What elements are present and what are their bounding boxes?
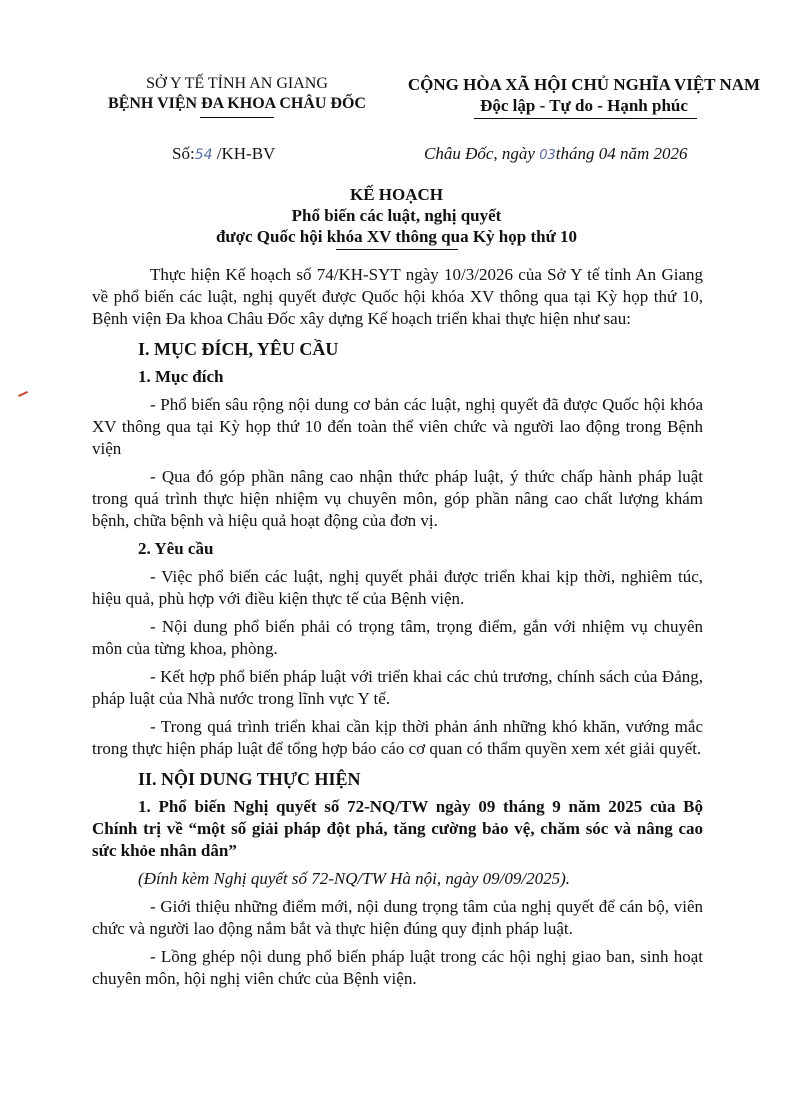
- date-day-handwritten: 03: [539, 148, 556, 163]
- requirement-item: - Việc phổ biến các luật, nghị quyết phải được triển khai kịp thời, nghiêm túc, hiệu quả, phù hợp với điều kiện thực tế của Bệnh viện.: [92, 567, 703, 608]
- requirement-item: - Nội dung phổ biến phải có trọng tâm, trọng điểm, gắn với nhiệm vụ chuyên môn của từng khoa, phòng.: [92, 617, 703, 658]
- section-2-heading: II. NỘI DUNG THỰC HIỆN: [138, 769, 361, 789]
- intro-paragraph: Thực hiện Kế hoạch số 74/KH-SYT ngày 10/3/2026 của Sở Y tế tỉnh An Giang về phổ biến các luật, nghị quyết được Quốc hội khóa XV thông qua tại Kỳ họp thứ 10, Bệnh viện Đa khoa Châu Đốc xây dựng Kế hoạch triển khai thực hiện như sau:: [92, 265, 703, 328]
- purpose-heading: 1. Mục đích: [138, 367, 224, 386]
- agency-name: SỞ Y TẾ TỈNH AN GIANG: [146, 75, 328, 92]
- requirements-heading: 2. Yêu cầu: [138, 539, 214, 558]
- title-underline: [336, 249, 458, 250]
- requirement-item: - Trong quá trình triển khai cần kịp thời phản ánh những khó khăn, vướng mắc trong thực hiện pháp luật để tổng hợp báo cáo cơ quan có thẩm quyền xem xét giải quyết.: [92, 717, 703, 758]
- national-motto: Độc lập - Tự do - Hạnh phúc: [480, 96, 688, 115]
- issuer-underline: [200, 117, 274, 118]
- item-1-point: - Giới thiệu những điểm mới, nội dung trọng tâm của nghị quyết để cán bộ, viên chức và người lao động nắm bắt và thực hiện đúng quy định pháp luật.: [92, 897, 703, 938]
- title-line-2: Phổ biến các luật, nghị quyết: [291, 206, 502, 225]
- date-line: [424, 144, 688, 164]
- doc-number-suffix: /KH-BV: [216, 144, 276, 163]
- purpose-item: - Phổ biến sâu rộng nội dung cơ bản các luật, nghị quyết đã được Quốc hội khóa XV thông qua tại Kỳ họp thứ 10 đến toàn thể viên chức và người lao động trong Bệnh viện: [92, 395, 703, 458]
- item-1-point: - Lồng ghép nội dung phổ biến pháp luật trong các hội nghị giao ban, sinh hoạt chuyên môn, hội nghị viên chức của Bệnh viện.: [92, 947, 703, 988]
- document-number: [172, 144, 275, 164]
- purpose-item: - Qua đó góp phần nâng cao nhận thức pháp luật, ý thức chấp hành pháp luật trong quá trình thực hiện nhiệm vụ chuyên môn, góp phần nâng cao chất lượng khám bệnh, chữa bệnh và hiệu quả hoạt động của đơn vị.: [92, 467, 703, 530]
- title-line-3: được Quốc hội khóa XV thông qua Kỳ họp thứ 10: [215, 227, 578, 246]
- date-part1: Châu Đốc, ngày: [424, 144, 535, 163]
- margin-pen-mark: [18, 391, 28, 397]
- item-1-heading: 1. Phổ biến Nghị quyết số 72-NQ/TW ngày 09 tháng 9 năm 2025 của Bộ Chính trị về “một số giải pháp đột phá, tăng cường bảo vệ, chăm sóc và nâng cao sức khỏe nhân dân”: [92, 797, 703, 860]
- doc-number-prefix: Số:: [172, 144, 195, 163]
- doc-number-handwritten: 54: [194, 147, 213, 163]
- national-header: [388, 74, 780, 116]
- date-part2: tháng 04 năm 2026: [555, 144, 688, 163]
- country-name: CỘNG HÒA XÃ HỘI CHỦ NGHĨA VIỆT NAM: [407, 75, 761, 94]
- hospital-name: BỆNH VIỆN ĐA KHOA CHÂU ĐỐC: [108, 95, 366, 112]
- document-body: [92, 264, 703, 996]
- motto-underline: [474, 118, 697, 119]
- requirement-item: - Kết hợp phổ biến pháp luật với triển khai các chủ trương, chính sách của Đảng, pháp luật của Nhà nước trong lĩnh vực Y tế.: [92, 667, 703, 708]
- title-line-1: KẾ HOẠCH: [349, 185, 444, 204]
- section-1-heading: I. MỤC ĐÍCH, YÊU CẦU: [138, 339, 339, 359]
- document-title: [90, 184, 703, 247]
- issuer-block: [86, 74, 388, 114]
- item-1-attachment: (Đính kèm Nghị quyết số 72-NQ/TW Hà nội, ngày 09/09/2025).: [138, 869, 571, 888]
